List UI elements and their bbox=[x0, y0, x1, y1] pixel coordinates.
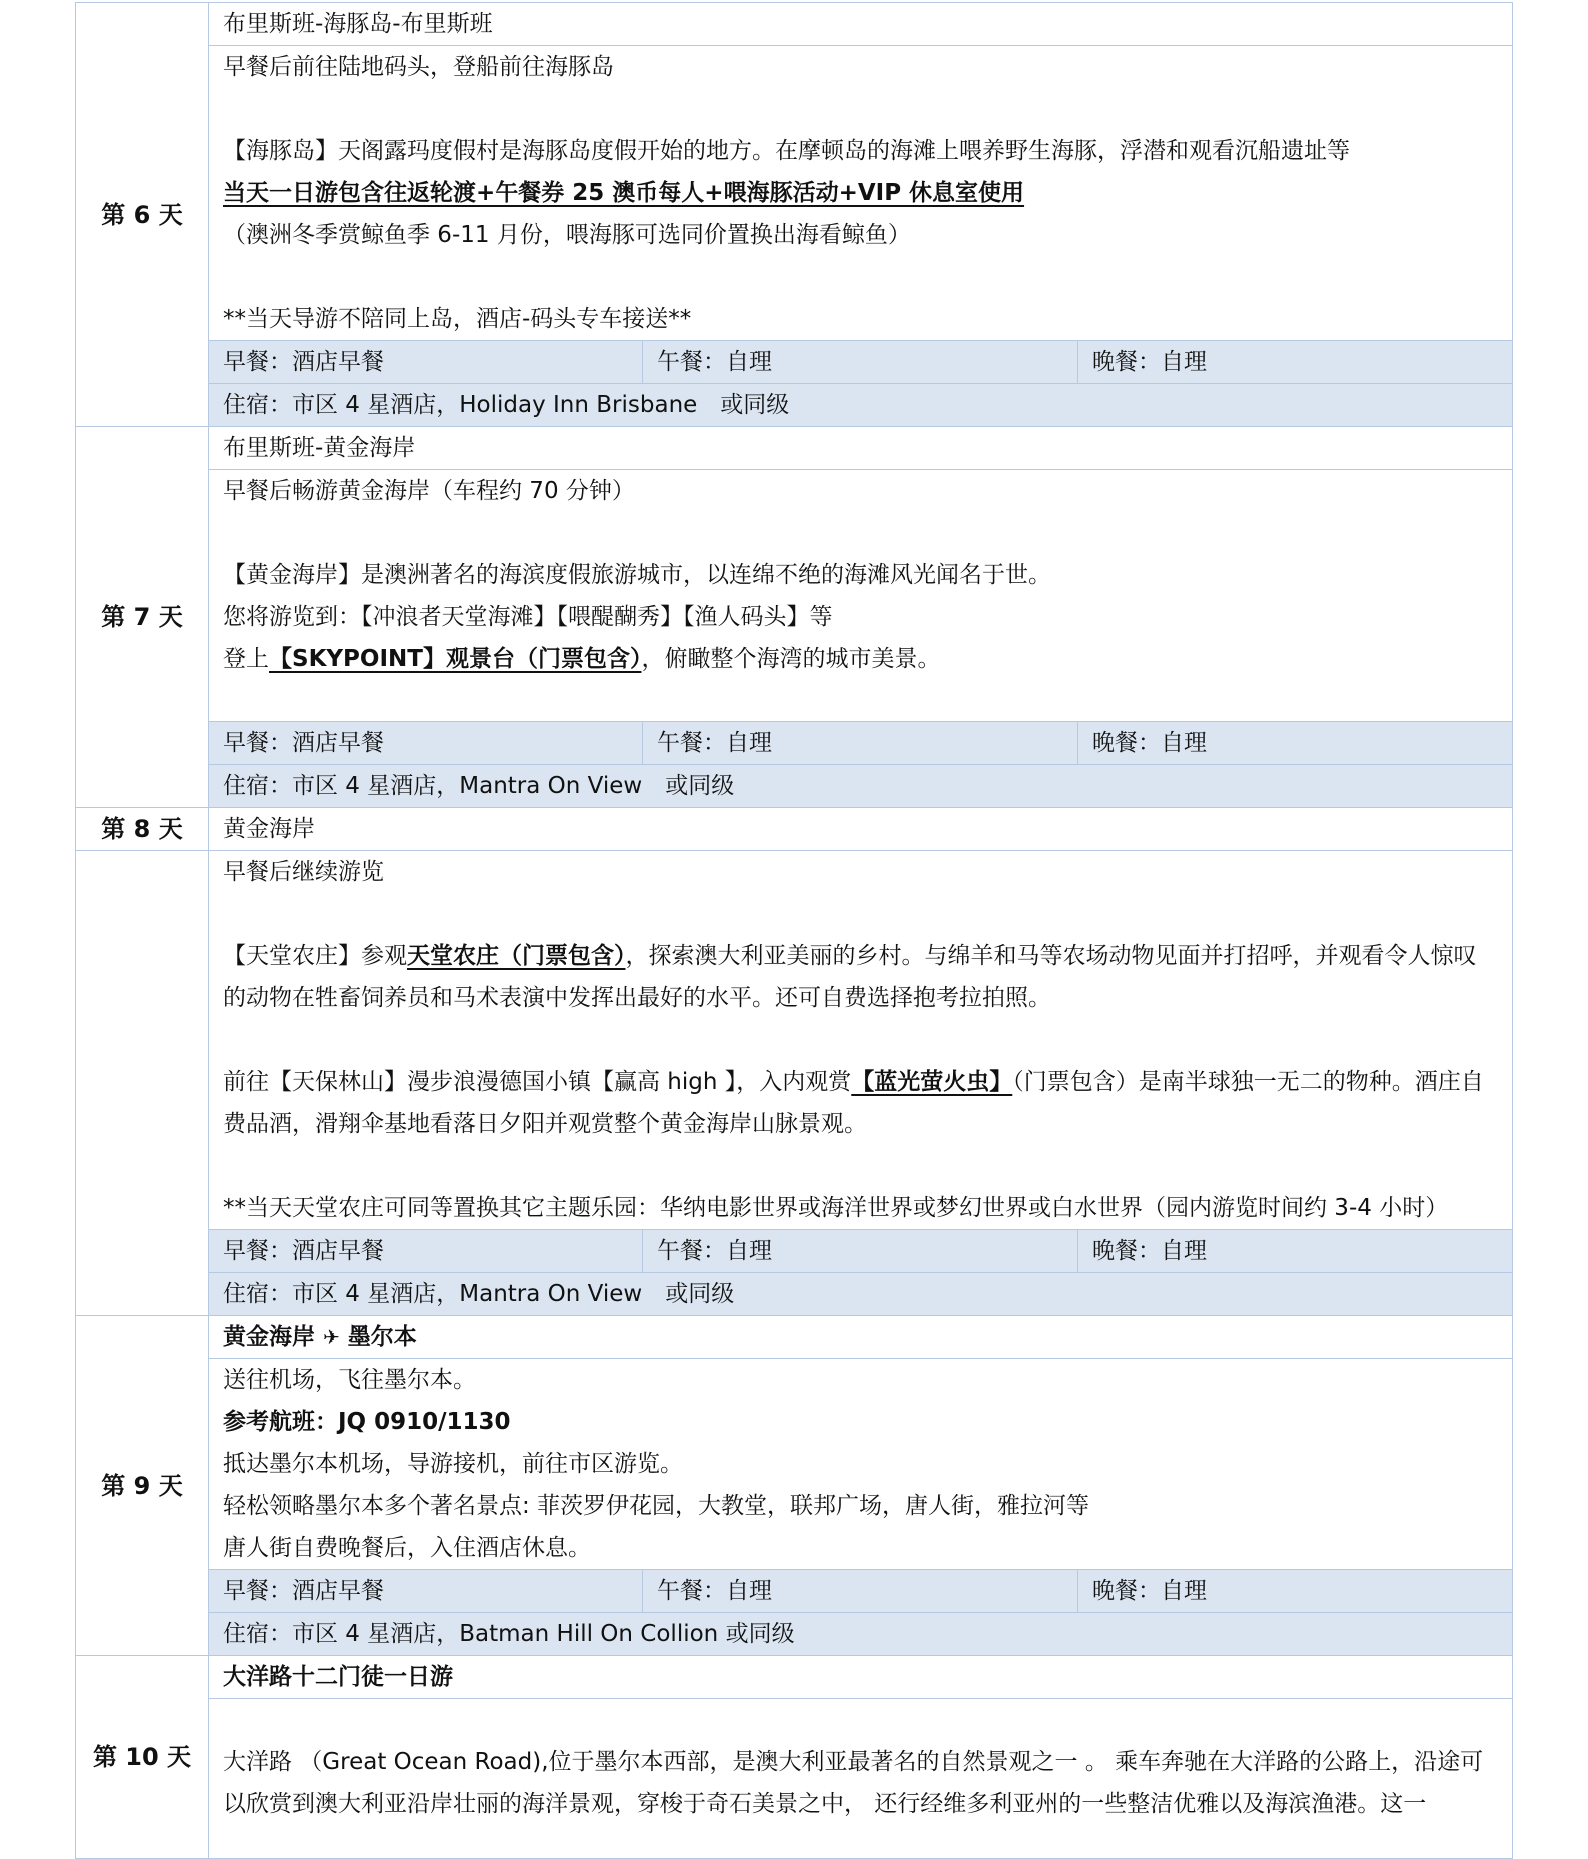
day-8-hotel: 住宿：市区 4 星酒店，Mantra On View 或同级 bbox=[209, 1273, 1513, 1316]
day-7-description bbox=[209, 470, 1513, 722]
day-6-route: 布里斯班-海豚岛-布里斯班 bbox=[209, 3, 1513, 46]
desc-paragraph: 大洋路 （Great Ocean Road),位于墨尔本西部，是澳大利亚最著名的自然景观之一 。 乘车奔驰在大洋路的公路上，沿途可以欣赏到澳大利亚沿岸壮丽的海洋景观，穿梭于奇石美景之中， 还行经维多利亚州的一些整洁优雅以及海滨渔港。这一 bbox=[223, 1749, 1484, 1817]
desc-highlight: 天堂农庄（门票包含） bbox=[407, 943, 626, 969]
desc-line: 登上【SKYPOINT】观景台（门票包含），俯瞰整个海湾的城市美景。 bbox=[223, 646, 941, 672]
plane-icon: ✈ bbox=[323, 1325, 340, 1349]
desc-line: 【海豚岛】天阁露玛度假村是海豚岛度假开始的地方。在摩顿岛的海滩上喂养野生海豚，浮潜和观看沉船遗址等 bbox=[223, 138, 1350, 164]
day-9-label: 第 9 天 bbox=[76, 1316, 209, 1656]
day-8-meals-row bbox=[76, 1230, 1513, 1273]
day-9-lunch: 午餐：自理 bbox=[643, 1570, 1078, 1613]
day-7-hotel-row bbox=[76, 765, 1513, 808]
day-9-dinner: 晚餐：自理 bbox=[1078, 1570, 1513, 1613]
day-6-route-row bbox=[76, 3, 1513, 46]
day-8-breakfast: 早餐：酒店早餐 bbox=[209, 1230, 643, 1273]
day-10-description bbox=[209, 1699, 1513, 1859]
itinerary-table bbox=[75, 2, 1513, 1859]
day-10-desc-row bbox=[76, 1699, 1513, 1859]
day-6-meals-row bbox=[76, 341, 1513, 384]
day-7-dinner: 晚餐：自理 bbox=[1078, 722, 1513, 765]
desc-paragraph: 前往【天保林山】漫步浪漫德国小镇【赢高 high 】，入内观赏【蓝光萤火虫】（门票包含）是南半球独一无二的物种。酒庄自费品酒，滑翔伞基地看落日夕阳并观赏整个黄金海岸山脉景观。 bbox=[223, 1069, 1484, 1137]
day-8-dinner: 晚餐：自理 bbox=[1078, 1230, 1513, 1273]
day-10-route: 大洋路十二门徒一日游 bbox=[209, 1656, 1513, 1699]
desc-line: 【黄金海岸】是澳洲著名的海滨度假旅游城市，以连绵不绝的海滩风光闻名于世。 bbox=[223, 562, 1051, 588]
day-6-lunch: 午餐：自理 bbox=[643, 341, 1078, 384]
day-6-breakfast: 早餐：酒店早餐 bbox=[209, 341, 643, 384]
day-8-desc-row bbox=[76, 851, 1513, 1230]
desc-line: 轻松领略墨尔本多个著名景点: 菲茨罗伊花园，大教堂，联邦广场，唐人街，雅拉河等 bbox=[223, 1493, 1090, 1519]
day-9-route: 黄金海岸 ✈ 墨尔本 bbox=[209, 1316, 1513, 1359]
day-9-hotel: 住宿：市区 4 星酒店，Batman Hill On Collion 或同级 bbox=[209, 1613, 1513, 1656]
day-10-route-row bbox=[76, 1656, 1513, 1699]
desc-note: **当天导游不陪同上岛，酒店-码头专车接送** bbox=[223, 306, 692, 332]
day-7-meals-row bbox=[76, 722, 1513, 765]
day-8-description bbox=[209, 851, 1513, 1230]
day-7-label: 第 7 天 bbox=[76, 427, 209, 808]
day-6-label: 第 6 天 bbox=[76, 3, 209, 427]
day-7-hotel: 住宿：市区 4 星酒店，Mantra On View 或同级 bbox=[209, 765, 1513, 808]
desc-highlight: 【蓝光萤火虫】 bbox=[851, 1069, 1013, 1095]
desc-line: 早餐后前往陆地码头，登船前往海豚岛 bbox=[223, 54, 614, 80]
desc-highlight: 当天一日游包含往返轮渡+午餐券 25 澳币每人+喂海豚活动+VIP 休息室使用 bbox=[223, 180, 1025, 206]
day-7-lunch: 午餐：自理 bbox=[643, 722, 1078, 765]
desc-note: **当天天堂农庄可同等置换其它主题乐园：华纳电影世界或海洋世界或梦幻世界或白水世界（园内游览时间约 3-4 小时） bbox=[223, 1195, 1449, 1221]
desc-line: 送往机场，飞往墨尔本。 bbox=[223, 1367, 476, 1393]
flight-info: 参考航班：JQ 0910/1130 bbox=[223, 1409, 511, 1435]
desc-line: 早餐后畅游黄金海岸（车程约 70 分钟） bbox=[223, 478, 635, 504]
day-7-desc-row bbox=[76, 470, 1513, 722]
day-7-route-row bbox=[76, 427, 1513, 470]
day-8-label: 第 8 天 bbox=[76, 808, 209, 851]
day-8-lunch: 午餐：自理 bbox=[643, 1230, 1078, 1273]
desc-line: 抵达墨尔本机场，导游接机，前往市区游览。 bbox=[223, 1451, 683, 1477]
day-7-route: 布里斯班-黄金海岸 bbox=[209, 427, 1513, 470]
day-9-breakfast: 早餐：酒店早餐 bbox=[209, 1570, 643, 1613]
day-6-desc-row bbox=[76, 46, 1513, 341]
day-9-hotel-row bbox=[76, 1613, 1513, 1656]
day-8-hotel-row bbox=[76, 1273, 1513, 1316]
desc-line: 早餐后继续游览 bbox=[223, 859, 384, 885]
day-9-desc-row bbox=[76, 1359, 1513, 1570]
day-6-description bbox=[209, 46, 1513, 341]
day-7-breakfast: 早餐：酒店早餐 bbox=[209, 722, 643, 765]
desc-line: 您将游览到：【冲浪者天堂海滩】【喂醍醐秀】【渔人码头】等 bbox=[223, 604, 833, 630]
desc-line: （澳洲冬季赏鲸鱼季 6-11 月份，喂海豚可选同价置换出海看鲸鱼） bbox=[223, 222, 911, 248]
desc-highlight: 【SKYPOINT】观景台（门票包含） bbox=[269, 646, 642, 672]
day-9-description bbox=[209, 1359, 1513, 1570]
day-10-label: 第 10 天 bbox=[76, 1656, 209, 1859]
day-9-meals-row bbox=[76, 1570, 1513, 1613]
day-6-hotel: 住宿：市区 4 星酒店，Holiday Inn Brisbane 或同级 bbox=[209, 384, 1513, 427]
day-8-route: 黄金海岸 bbox=[209, 808, 1513, 851]
day-9-route-row bbox=[76, 1316, 1513, 1359]
day-6-dinner: 晚餐：自理 bbox=[1078, 341, 1513, 384]
day-8-route-row bbox=[76, 808, 1513, 851]
desc-paragraph: 【天堂农庄】参观天堂农庄（门票包含），探索澳大利亚美丽的乡村。与绵羊和马等农场动物见面并打招呼，并观看令人惊叹的动物在牲畜饲养员和马术表演中发挥出最好的水平。还可自费选择抱考拉拍照。 bbox=[223, 943, 1477, 1011]
desc-line: 唐人街自费晚餐后，入住酒店休息。 bbox=[223, 1535, 591, 1561]
day-6-hotel-row bbox=[76, 384, 1513, 427]
